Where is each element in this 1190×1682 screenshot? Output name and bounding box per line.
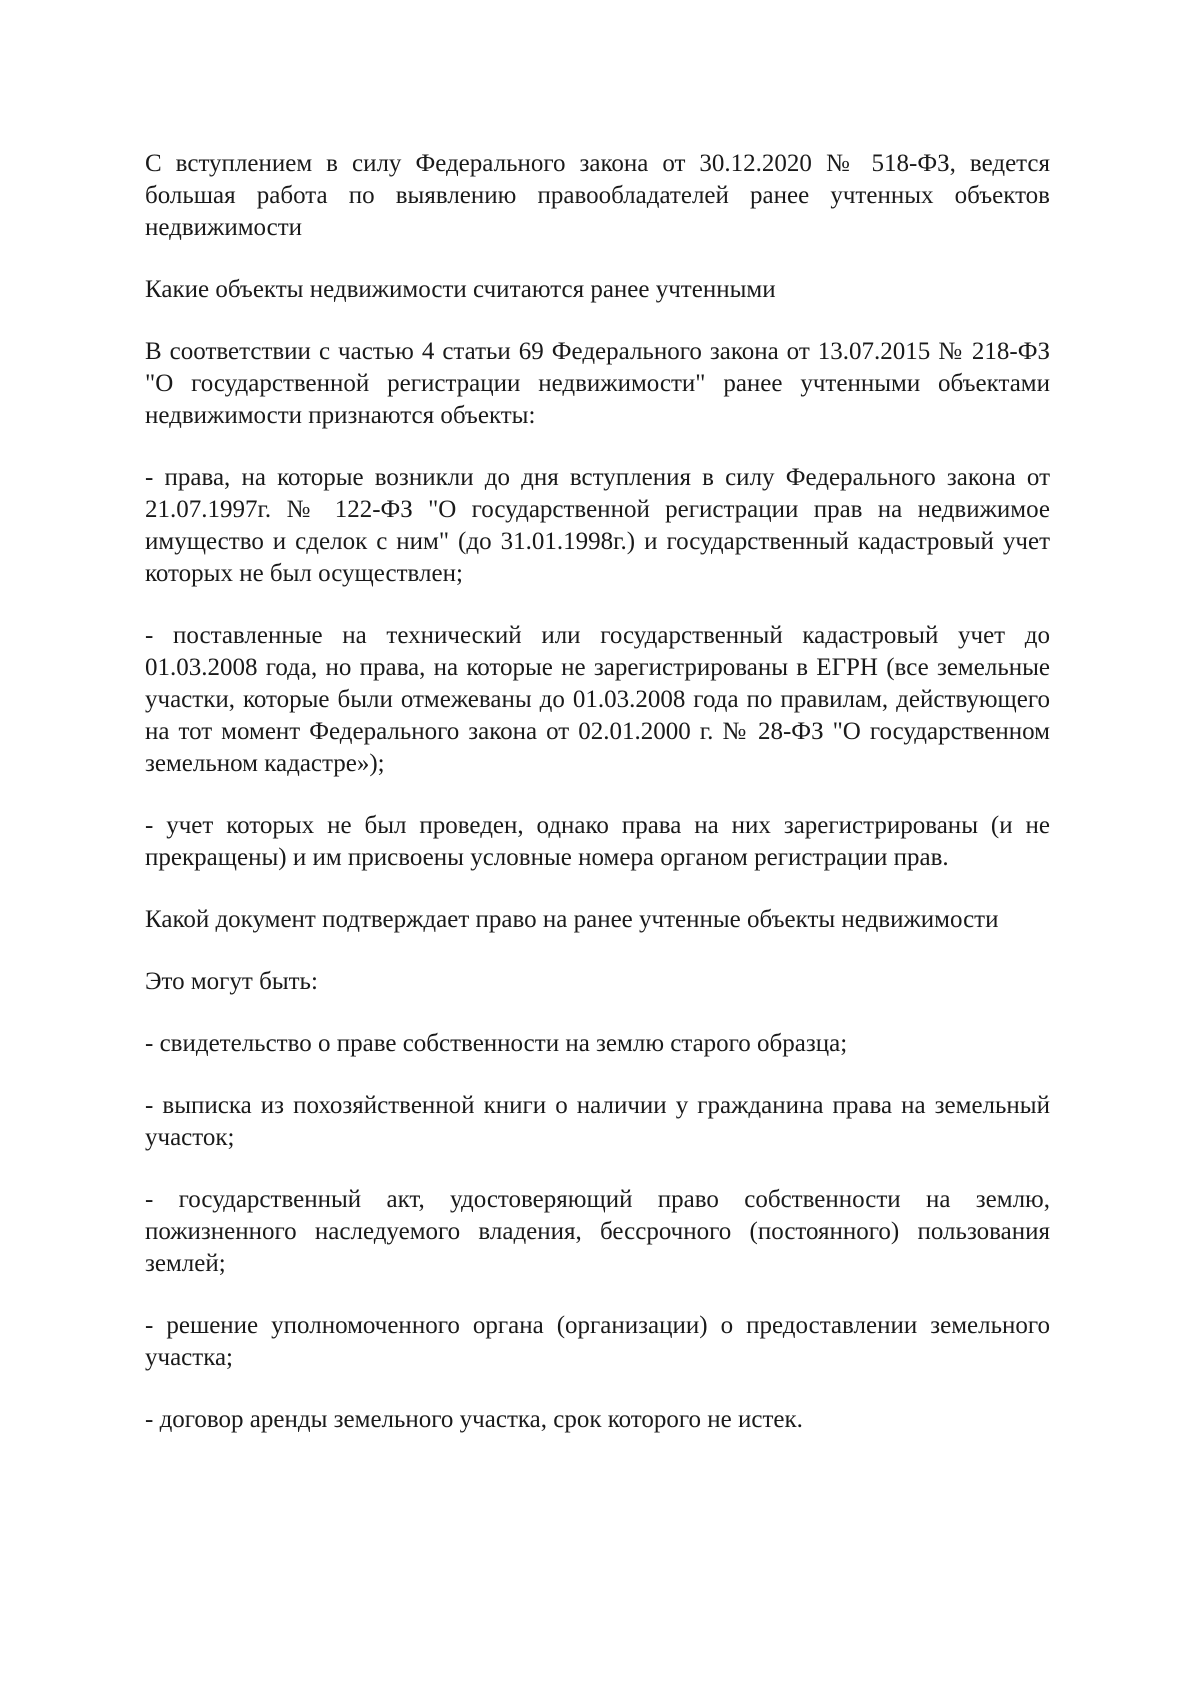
list-item-certificate: - свидетельство о праве собственности на землю старого образца; (145, 1030, 848, 1057)
intro-paragraph: С вступлением в силу Федерального закона от 30.12.2020 № 518-ФЗ, ведется большая работа по выявлению правообладателей ранее учтенных объектов недвижимости (145, 150, 1050, 241)
list-item-rights-before-1998: - права, на которые возникли до дня вступления в силу Федерального закона от 21.07.1997г. № 122-ФЗ "О государственной регистрации прав на недвижимое имущество и сделок с ним" (до 31.01.1998г.) и государственный кадастровый учет которых не был осуществлен; (145, 464, 1050, 587)
list-item-lease-agreement: - договор аренды земельного участка, срок которого не истек. (145, 1406, 803, 1433)
document-page (145, 148, 1050, 1466)
list-item-cadastral-before-2008: - поставленные на технический или государственный кадастровый учет до 01.03.2008 года, но права, на которые не зарегистрированы в ЕГРН (все земельные участки, которые были отмежеваны до 01.03.2008 года по правилам, действующего на тот момент Федерального закона от 02.01.2000 г. № 28-ФЗ "О государственном земельном кадастре»); (145, 622, 1050, 777)
documents-intro: Это могут быть: (145, 968, 318, 995)
section-heading-documents: Какой документ подтверждает право на ранее учтенные объекты недвижимости (145, 906, 999, 933)
legal-basis-paragraph: В соответствии с частью 4 статьи 69 Федерального закона от 13.07.2015 № 218-ФЗ "О государственной регистрации недвижимости" ранее учтенными объектами недвижимости признаются объекты: (145, 338, 1050, 429)
list-item-conditional-numbers: - учет которых не был проведен, однако права на них зарегистрированы (и не прекращены) и им присвоены условные номера органом регистрации прав. (145, 812, 1050, 871)
list-item-authority-decision: - решение уполномоченного органа (организации) о предоставлении земельного участка; (145, 1312, 1050, 1371)
section-heading-previously-registered: Какие объекты недвижимости считаются ранее учтенными (145, 276, 776, 303)
list-item-household-book-extract: - выписка из похозяйственной книги о наличии у гражданина права на земельный участок; (145, 1092, 1050, 1151)
list-item-state-act: - государственный акт, удостоверяющий право собственности на землю, пожизненного наследуемого владения, бессрочного (постоянного) пользования землей; (145, 1186, 1050, 1277)
